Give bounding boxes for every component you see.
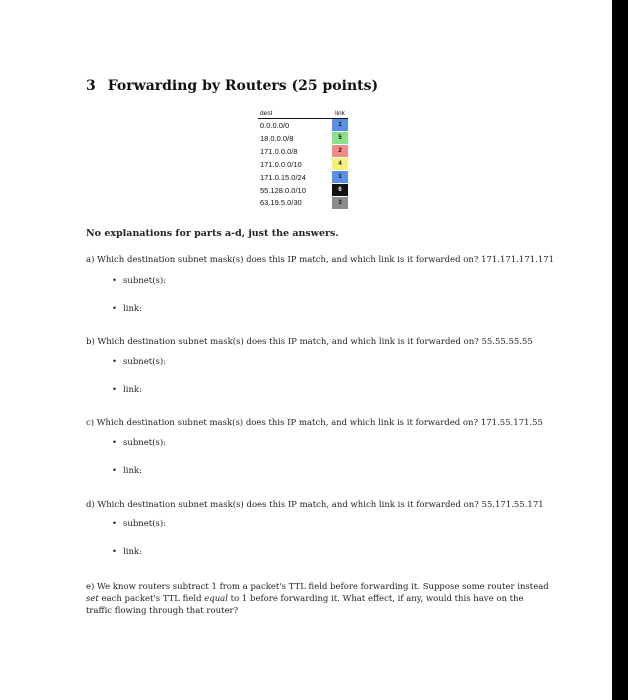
question-e-line2-mid: each packet's TTL field <box>98 594 205 604</box>
question-c: c) Which destination subnet mask(s) does this IP match, and which link is it forwarded on? 171.55.171.55 <box>86 418 543 428</box>
question-d-link <box>112 547 142 557</box>
question-d-subnet <box>112 519 166 529</box>
subnet-label: subnet(s): <box>123 276 167 286</box>
question-d: d) Which destination subnet mask(s) does this IP match, and which link is it forwarded on? 55.171.55.171 <box>86 500 544 510</box>
table-row <box>258 184 348 197</box>
link-label: link: <box>123 466 142 476</box>
subnet-label: subnet(s): <box>123 357 167 367</box>
link-label: link: <box>123 304 142 314</box>
table-row <box>258 132 348 145</box>
dest-cell: 55.128.0.0/10 <box>260 185 306 195</box>
bullet-icon: • <box>112 438 118 448</box>
dest-cell: 171.0.0.0/8 <box>260 146 298 156</box>
bullet-icon: • <box>112 385 118 395</box>
table-row <box>258 119 348 132</box>
dest-cell: 0.0.0.0/0 <box>260 120 290 130</box>
dest-cell: 63.19.5.0/30 <box>260 198 302 208</box>
question-b-link <box>112 385 142 395</box>
section-heading <box>86 78 378 94</box>
link-cell: 3 <box>332 197 348 210</box>
link-label: link: <box>123 385 142 395</box>
table-row <box>258 197 348 210</box>
question-a: a) Which destination subnet mask(s) does this IP match, and which link is it forwarded on? 171.171.171.171 <box>86 255 555 265</box>
emphasis-equal: equal <box>204 594 228 604</box>
bullet-icon: • <box>112 547 118 557</box>
question-e-line3: traffic flowing through that router? <box>86 606 239 616</box>
question-e-line2 <box>86 593 541 605</box>
instructions-text: No explanations for parts a-d, just the answers. <box>86 228 339 239</box>
question-e-line1: e) We know routers subtract 1 from a packet's TTL field before forwarding it. Suppose some router instead <box>86 582 549 592</box>
link-cell: 1 <box>332 171 348 184</box>
table-row <box>258 145 348 158</box>
dest-header: dest <box>258 110 332 119</box>
bullet-icon: • <box>112 466 118 476</box>
question-b-subnet <box>112 357 166 367</box>
dest-cell: 18.0.0.0/8 <box>260 133 294 143</box>
question-b: b) Which destination subnet mask(s) does this IP match, and which link is it forwarded on? 55.55.55.55 <box>86 337 533 347</box>
subnet-label: subnet(s): <box>123 438 167 448</box>
bullet-icon: • <box>112 519 118 529</box>
table-row <box>258 171 348 184</box>
emphasis-set: set <box>86 594 99 604</box>
section-title: Forwarding by Routers (25 points) <box>107 78 379 94</box>
question-a-subnet <box>112 276 166 286</box>
link-cell: 2 <box>332 145 348 158</box>
dest-cell: 171.0.15.0/24 <box>260 172 306 182</box>
dest-cell: 171.0.0.0/10 <box>260 159 302 169</box>
bullet-icon: • <box>112 357 118 367</box>
link-cell: 1 <box>332 119 348 132</box>
bullet-icon: • <box>112 304 118 314</box>
link-cell: 5 <box>332 132 348 145</box>
table-row <box>258 158 348 171</box>
link-cell: 4 <box>332 158 348 171</box>
link-label: link: <box>123 547 142 557</box>
question-e-line2-end: to 1 before forwarding it. What effect, if any, would this have on the <box>227 594 524 604</box>
question-e <box>86 581 549 617</box>
forwarding-table <box>258 110 348 209</box>
subnet-label: subnet(s): <box>123 519 167 529</box>
question-a-link <box>112 304 142 314</box>
forwarding-table-body <box>258 119 348 210</box>
link-header: link <box>332 110 348 119</box>
section-number: 3 <box>86 78 96 94</box>
link-cell: 6 <box>332 184 348 197</box>
bullet-icon: • <box>112 276 118 286</box>
question-c-subnet <box>112 438 166 448</box>
question-c-link <box>112 466 142 476</box>
